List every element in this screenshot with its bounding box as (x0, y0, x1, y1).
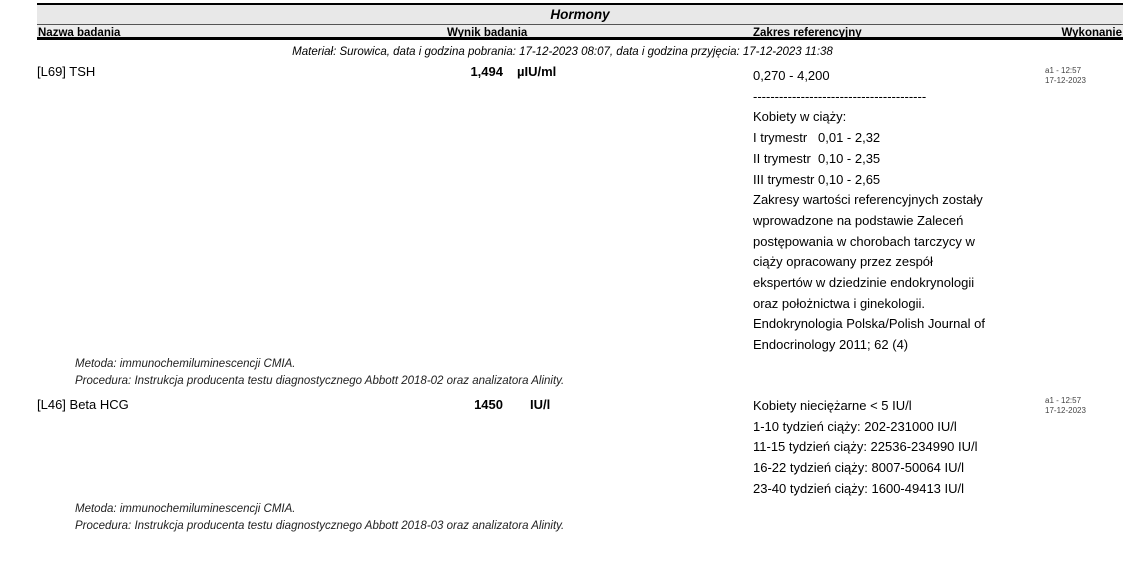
column-header-nazwa-badania: Nazwa badania (38, 27, 121, 39)
procedure-line: Procedura: Instrukcja producenta testu diagnostycznego Abbott 2018-03 oraz analizatora Alinity. (75, 519, 565, 532)
reference-line: 23-40 tydzień ciąży: 1600-49413 IU/l (753, 480, 965, 496)
reference-line: postępowania w chorobach tarczycy w (753, 233, 975, 249)
reference-line: ---------------------------------------- (753, 88, 927, 104)
reference-line: Kobiety w ciąży: (753, 109, 847, 125)
method-line: Metoda: immunochemiluminescencji CMIA. (75, 503, 296, 515)
reference-line: ciąży opracowany przez zespół (753, 254, 933, 270)
reference-line: Endokrynologia Polska/Polish Journal of (753, 316, 985, 332)
section-header-band (37, 3, 1123, 40)
method-procedure-tsh (75, 356, 564, 389)
test-result-unit-tsh: µIU/ml (517, 64, 557, 79)
reference-line: III trymestr 0,10 - 2,65 (753, 171, 881, 187)
reference-line: wprowadzone na podstawie Zaleceń (753, 212, 964, 228)
column-header-zakres-referencyjny: Zakres referencyjny (753, 27, 862, 39)
reference-line: Endocrinology 2011; 62 (4) (753, 337, 909, 353)
performed-date: 17-12-2023 (1045, 76, 1086, 85)
performed-time: a1 - 12:57 (1045, 396, 1082, 405)
test-name-beta-hcg: [L46] Beta HCG (37, 397, 129, 412)
reference-line: Zakresy wartości referencyjnych zostały (753, 192, 983, 208)
performed-time: a1 - 12:57 (1045, 66, 1082, 75)
reference-line: 16-22 tydzień ciąży: 8007-50064 IU/l (753, 460, 965, 476)
reference-line: ekspertów w dziedzinie endokrynologii (753, 275, 975, 291)
performed-info-tsh (1045, 66, 1086, 86)
test-result-value-tsh: 1,494 (470, 64, 503, 79)
reference-line: 1-10 tydzień ciąży: 202-231000 IU/l (753, 418, 957, 434)
performed-info-beta-hcg (1045, 396, 1086, 416)
test-name-tsh: [L69] TSH (37, 64, 96, 79)
test-result-unit-beta-hcg: IU/l (530, 397, 551, 412)
reference-line: Kobiety nieciężarne < 5 IU/l (753, 398, 912, 413)
method-line: Metoda: immunochemiluminescencji CMIA. (75, 358, 296, 370)
reference-range-tsh (753, 66, 1093, 356)
procedure-line: Procedura: Instrukcja producenta testu diagnostycznego Abbott 2018-02 oraz analizatora Alinity. (75, 374, 565, 387)
column-header-wynik-badania: Wynik badania (447, 27, 528, 39)
reference-line: 11-15 tydzień ciąży: 22536-234990 IU/l (753, 439, 978, 455)
section-title: Hormony (550, 7, 610, 22)
test-result-value-beta-hcg: 1450 (474, 397, 503, 412)
column-header-wykonanie: Wykonanie (1061, 27, 1122, 39)
section-title-row (37, 5, 1123, 25)
method-procedure-beta-hcg (75, 501, 564, 534)
reference-line: I trymestr 0,01 - 2,32 (753, 130, 881, 146)
reference-line: II trymestr 0,10 - 2,35 (753, 150, 881, 166)
reference-line: oraz położnictwa i ginekologii. (753, 295, 925, 311)
column-header-row (37, 25, 1123, 40)
reference-line: 0,270 - 4,200 (753, 68, 830, 83)
performed-date: 17-12-2023 (1045, 406, 1086, 415)
material-info-line: Materiał: Surowica, data i godzina pobrania: 17-12-2023 08:07, data i godzina przyjęcia: 17-12-2023 11:38 (292, 46, 833, 58)
reference-range-beta-hcg (753, 396, 1093, 500)
